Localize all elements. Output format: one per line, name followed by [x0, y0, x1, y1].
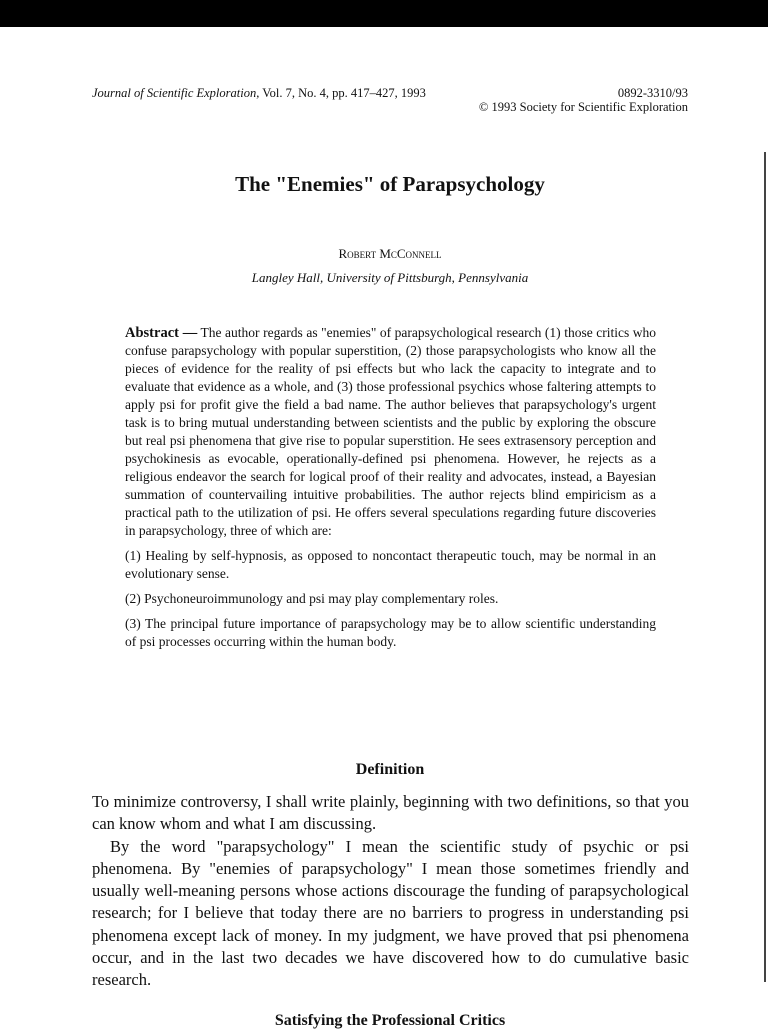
abstract-item-2: (2) Psychoneuroimmunology and psi may play complementary roles. — [125, 591, 499, 606]
abstract-paragraph — [125, 324, 656, 540]
scan-top-border — [0, 0, 768, 27]
journal-name: Journal of Scientific Exploration, — [92, 86, 260, 100]
abstract-label: Abstract — — [125, 325, 198, 341]
abstract — [125, 324, 656, 658]
definition-body — [92, 791, 689, 992]
publication-info — [462, 86, 688, 114]
article-title: The "Enemies" of Parapsychology — [235, 172, 545, 196]
citation-details: Vol. 7, No. 4, pp. 417–427, 1993 — [259, 86, 426, 100]
journal-citation — [92, 86, 426, 101]
abstract-text: The author regards as "enemies" of parapsychological research (1) those critics who confuse parapsychology with popular superstition, (2) those parapsychologists who know all the pieces of evidence for the reality of psi effects but who lack the capacity to integrate and to evaluate that evidence as a whole, and (3) those professional psychics whose faltering attempts to apply psi for profit give the field a bad name. The author believes that parapsychology's urgent task is to bring mutual understanding between scientists and the public by exploring the obscure but real psi phenomena that give rise to popular superstition. He sees extrasensory perception and psychokinesis as evocable, operationally-defined psi phenomena. However, he rejects as a religious endeavor the search for logical proof of their reality and advocates, instead, a Bayesian summation of countervailing intuitive probabilities. The author rejects blind empiricism as a practical path to the utilization of psi. He offers several speculations regarding future discoveries in parapsychology, three of which are: — [125, 325, 656, 538]
section-heading-critics: Satisfying the Professional Critics — [274, 1012, 506, 1029]
section-heading-definition: Definition — [355, 761, 425, 778]
author-name: Robert McConnell — [338, 246, 442, 261]
body-paragraph-2: By the word "parapsychology" I mean the scientific study of psychic or psi phenomena. By "enemies of parapsychology" I mean those sometimes friendly and usually well-meaning persons whose actions discourage the funding of parapsychological research; for I believe that today there are no barriers to progress in understanding psi phenomena except lack of money. In my judgment, we have proved that psi phenomena occur, and in the last two decades we have discovered how to do cumulative basic research. — [92, 836, 689, 990]
abstract-item-1: (1) Healing by self-hypnosis, as opposed to noncontact therapeutic touch, may be normal in an evolutionary sense. — [125, 548, 656, 581]
copyright: © 1993 Society for Scientific Exploration — [478, 100, 688, 114]
body-paragraph-1: To minimize controversy, I shall write plainly, beginning with two definitions, so that you can know whom and what I am discussing. — [92, 792, 689, 834]
issn: 0892-3310/93 — [617, 86, 688, 100]
abstract-item-3: (3) The principal future importance of parapsychology may be to allow scientific understanding of psi processes occurring within the human body. — [125, 616, 656, 649]
author-affiliation: Langley Hall, University of Pittsburgh, Pennsylvania — [251, 270, 529, 285]
